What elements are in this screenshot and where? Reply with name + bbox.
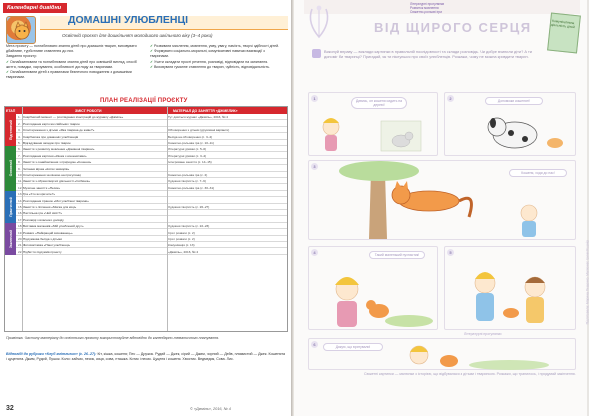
row-material: Літературні уривки (с. 5–6) bbox=[168, 147, 207, 152]
left-page bbox=[0, 0, 291, 416]
intro-task: ✓Розвивати мислення, мовлення, уяву, увагу, пам'ять, творчі здібності дітей. bbox=[150, 44, 280, 48]
intro-task: ✓Ознайомлювати дітей з правилами безпечного поводження з домашніми тваринами. bbox=[6, 70, 132, 80]
row-number: 15. bbox=[18, 204, 23, 209]
comic-panel-3 bbox=[308, 160, 576, 240]
comic-panel-2 bbox=[444, 92, 576, 156]
row-number: 2. bbox=[18, 121, 21, 126]
row-material: Художня творчість (с. 26–27) bbox=[168, 204, 210, 209]
header-tag: Сюжетно-рольові ігри bbox=[410, 10, 442, 15]
page-title: ДОМАШНІ УЛЮБЛЕНЦІ bbox=[68, 14, 189, 26]
exercise-footer-text: Сюжетні картинки — малюнки з історією, що відбувалася з дітьми і тваринкою. Розкажи, що трапилось, і придумай закінчення. bbox=[364, 372, 576, 376]
row-topic: Розглядання картини «Кішка з кошенятами» bbox=[23, 153, 87, 158]
table-header bbox=[5, 107, 287, 114]
panel-number: 5 bbox=[447, 249, 454, 256]
footnote: Примітка. Частину матеріалу до освітнього проєкту використовуйте відповідно до календарно-тематичного планування. bbox=[6, 336, 220, 340]
header-tags bbox=[410, 2, 540, 15]
row-number: 11. bbox=[18, 179, 23, 184]
lyre-ornament-icon bbox=[308, 3, 330, 43]
row-material: Інтегроване заняття (с. 14–15) bbox=[168, 160, 212, 165]
plan-title: ПЛАН РЕАЛІЗАЦІЇ ПРОЄКТУ bbox=[100, 98, 188, 104]
panel-number: 1 bbox=[311, 95, 318, 102]
table-header-material: МАТЕРІАЛ ДО ЗАНЯТТЯ «ДЖМЕЛИК» bbox=[173, 108, 238, 113]
intro-left-column bbox=[6, 44, 144, 80]
speech-bubble: Кошеня, ходи до нас! bbox=[509, 169, 567, 177]
panel-number: 6 bbox=[311, 341, 318, 348]
intro-right-column bbox=[150, 44, 284, 70]
row-number: 7. bbox=[18, 153, 21, 158]
stage-label: Заключний bbox=[5, 223, 16, 255]
check-icon: ✓ bbox=[150, 59, 154, 64]
speech-bubble: Дивись, он кошеня сидить на дереві! bbox=[351, 97, 407, 109]
panel-number: 3 bbox=[311, 163, 318, 170]
exercise-instructions: Виконуй вправу — виклади картинки в правильній послідовності та склади розповідь. Чи добре вчинили діти? А ти допоміг би тваринці? Пригадай, як ти піклуєшся про своїх улюбленців. Розкажи, чому не можна кривдити тварин. bbox=[312, 49, 538, 60]
row-topic: Скарбничка про домашніх улюбленців bbox=[23, 134, 79, 139]
right-page bbox=[294, 0, 587, 416]
row-material: Сюжетно-рольова гра (с. 10–11) bbox=[168, 140, 214, 145]
row-topic: Відгадування загадок про тварин bbox=[23, 140, 71, 145]
page-subtitle: Освітній проєкт для дошкільнят молодшого шкільного віку (3–4 роки) bbox=[62, 33, 213, 38]
row-material: Тут дивіться журнал «Джміль», 2016, № 4 bbox=[168, 115, 229, 120]
check-icon: ✓ bbox=[150, 64, 154, 69]
row-topic: Підсумкова бесіда з дітьми bbox=[23, 236, 62, 241]
row-material: Художня творчість (с. 22–23) bbox=[168, 224, 210, 229]
intro-task: ✓Виховувати гуманне ставлення до тварин, чуйність, відповідальність. bbox=[150, 64, 270, 69]
row-material: Художня творчість (с. 7–9) bbox=[168, 179, 206, 184]
row-number: 18. bbox=[18, 224, 23, 229]
story-title: ВІД ЩИРОГО СЕРЦЯ bbox=[374, 20, 532, 35]
row-topic: Розглядання карточок свійських тварин bbox=[23, 121, 80, 126]
footer-credit: © «Джміль», 2016, № 4 bbox=[190, 407, 231, 411]
row-topic: Підбиття підсумків проєкту bbox=[23, 249, 62, 254]
section-tag: Календарні дивідни bbox=[3, 3, 67, 13]
row-material: Комунікація (с. 13) bbox=[168, 243, 195, 248]
speech-bubble: Дякую, що врятували! bbox=[323, 343, 383, 351]
stage-label: Підготовчий bbox=[5, 114, 16, 146]
row-number: 1. bbox=[18, 115, 21, 120]
row-topic: Заняття з розвитку мовлення «Домашні тварини» bbox=[23, 147, 95, 152]
answers-label: Відповіді до рубрики «Клуб кмітливих» (с. 26–27): bbox=[6, 352, 97, 356]
row-number: 4. bbox=[18, 134, 21, 139]
row-number: 16. bbox=[18, 211, 23, 216]
row-topic: Скарбничий момент — розглядання ілюстрацій до журналу «Джміль» bbox=[23, 115, 124, 120]
row-topic: Заняття з ліплення «Миска для киці» bbox=[23, 204, 77, 209]
children-with-kitten-illustration bbox=[445, 247, 577, 331]
intro-goal: Мета проєкту — поглиблювати знання дітей про домашніх тварин, виховувати дбайливе, турботливе ставлення до них. bbox=[6, 44, 137, 54]
header-tag: Літературні прогулянки bbox=[410, 2, 445, 6]
row-number: 10. bbox=[18, 172, 23, 177]
row-topic: Музичне заняття «Песик» bbox=[23, 185, 61, 190]
speech-bubble: Такий маленький пухнастик! bbox=[369, 251, 425, 259]
row-material: Обговорення з дітьми (друковані варіанти) bbox=[168, 128, 230, 133]
row-topic: Розваги «Найкращий вихованець» bbox=[23, 230, 73, 235]
header-tag: Розвиток мовлення bbox=[410, 6, 439, 11]
row-topic: Виставка малюнків «Мій улюблений друг» bbox=[23, 224, 84, 229]
cat-icon bbox=[11, 21, 33, 41]
row-topic: Гра «Хто як кричить?» bbox=[23, 192, 56, 197]
stage-label: Основний bbox=[5, 146, 16, 191]
row-number: 19. bbox=[18, 230, 23, 235]
page-number: 32 bbox=[6, 405, 14, 412]
panel-number: 2 bbox=[447, 95, 454, 102]
check-icon: ✓ bbox=[6, 70, 10, 75]
girl-holding-kitten-illustration bbox=[309, 247, 439, 331]
answers-block bbox=[6, 352, 286, 362]
table-row bbox=[16, 248, 287, 254]
row-number: 21. bbox=[18, 243, 23, 248]
row-material: Сюжетно-рольова гра (с. 30–31) bbox=[168, 185, 215, 190]
row-number: 22. bbox=[18, 249, 23, 254]
answers-text: Кіт, кішка, кошеня; Пес — Дружок. Рудий — Джек, сірий — Джим, чорний — Дейв, плямистий — Джек. Кошенята і цуценята. Джим, Рудий, Пушок. Коло: зайчик, песик, киця, сова, пташка. Котик і песик. Цуценя і кошеня. Хвостик. Ведмедик, Сова. Лис. bbox=[6, 352, 286, 361]
row-topic: Фотовиставка «Наші улюбленці» bbox=[23, 243, 71, 248]
category-ribbon-label: Комунікативна діяльність дітей bbox=[550, 18, 576, 30]
row-number: 12. bbox=[18, 185, 23, 190]
row-number: 6. bbox=[18, 147, 21, 152]
intro-task: ✓Учити складати прості речення, розповіді, відповідати на запитання. bbox=[150, 59, 269, 64]
check-icon: ✓ bbox=[150, 44, 154, 48]
row-number: 3. bbox=[18, 128, 21, 133]
row-topic: Заняття з ознайомлення з природою «Кошеня» bbox=[23, 160, 92, 165]
book-icon bbox=[312, 49, 321, 58]
column-divider bbox=[22, 107, 23, 331]
intro-tasks-heading: Завдання проєкту: bbox=[6, 54, 37, 59]
column-divider bbox=[167, 107, 168, 331]
row-material: Ігри і розваги (с. 2) bbox=[168, 236, 195, 241]
row-topic: Розглядання іграшок «Мої улюблені тварини» bbox=[23, 198, 89, 203]
illustration-credit: Підготувала: Марина Лещенко. Малюнки: Ірини Кушнір bbox=[585, 240, 589, 325]
comic-panel-1 bbox=[308, 92, 438, 156]
row-material: Бесіда на обговорення (с. 3–4) bbox=[168, 134, 213, 139]
stage-label: Практичний bbox=[5, 191, 16, 223]
panel-number: 4 bbox=[311, 249, 318, 256]
comic-panel-5 bbox=[444, 246, 576, 330]
row-number: 5. bbox=[18, 140, 21, 145]
row-topic: Розповіді з власного досвіду bbox=[23, 217, 64, 222]
project-plan-table bbox=[4, 106, 288, 332]
check-icon: ✓ bbox=[150, 49, 154, 54]
project-illustration bbox=[6, 16, 36, 44]
row-number: 13. bbox=[18, 192, 23, 197]
row-number: 9. bbox=[18, 166, 21, 171]
panel-caption: Літературні прогулянки bbox=[464, 332, 502, 336]
intro-task: ✓Формувати соціально-моральні, комунікативні навички взаємодії з тваринами. bbox=[150, 49, 265, 59]
row-number: 8. bbox=[18, 160, 21, 165]
row-number: 17. bbox=[18, 217, 23, 222]
table-header-stage: ЕТАП bbox=[6, 108, 16, 113]
row-topic: Читання вірша «Котик захворів» bbox=[23, 166, 70, 171]
row-number: 14. bbox=[18, 198, 23, 203]
comic-panel-4 bbox=[308, 246, 438, 330]
comic-panel-6 bbox=[308, 338, 576, 370]
speech-bubble: Допоможи кошеняті! bbox=[485, 97, 543, 105]
row-topic: Спостереження з дітьми «Яка тварина де живе?» bbox=[23, 128, 95, 133]
table-header-content: ЗМІСТ РОБОТИ bbox=[75, 108, 102, 113]
row-material: Ігри і розваги (с. 2) bbox=[168, 230, 195, 235]
row-material: «Джміль», 2016, № 4 bbox=[168, 249, 199, 254]
row-topic: Настільна гра «Чий хвіст?» bbox=[23, 211, 63, 216]
check-icon: ✓ bbox=[6, 59, 10, 64]
row-topic: Заняття з образотворчої діяльності «Собачка» bbox=[23, 179, 91, 184]
row-number: 20. bbox=[18, 236, 23, 241]
row-material: Сюжетно-рольова гра (с. 2) bbox=[168, 172, 208, 177]
row-material: Літературні уривки (с. 3–4) bbox=[168, 153, 207, 158]
intro-task: ✓Ознайомлювати та поглиблювати знання дітей про зовнішній вигляд, спосіб життя, повадки, харчування, особливості догляду за тваринами. bbox=[6, 59, 137, 69]
row-topic: Спостереження за кішкою на прогулянці bbox=[23, 172, 81, 177]
